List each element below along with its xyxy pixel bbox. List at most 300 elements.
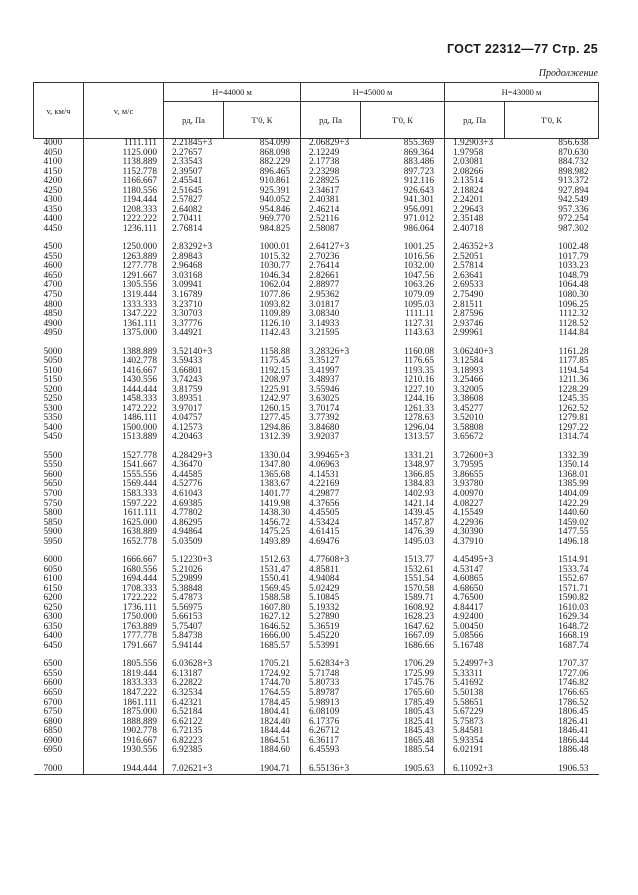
table-cell: 3.77392 xyxy=(301,414,361,424)
table-cell: 1495.03 xyxy=(403,536,434,547)
table-cell: 1745.76 xyxy=(403,678,434,689)
table-cell: 4600 xyxy=(43,261,63,272)
table-cell: 1861.111 xyxy=(84,699,164,709)
table-cell: 3.72600+3 xyxy=(445,452,505,462)
table-cell: 1627.12 xyxy=(259,612,290,623)
table-cell: 1128.52 xyxy=(558,318,589,329)
table-cell: 1875.000 xyxy=(84,708,164,718)
table-cell: 3.18993 xyxy=(445,367,505,377)
table-cell: 5.71748 xyxy=(301,670,361,680)
table-cell: 1080.30 xyxy=(558,290,589,300)
table-cell: 1847.222 xyxy=(84,689,164,699)
table-cell: 3.06240+3 xyxy=(445,348,505,358)
table-cell: 1805.43 xyxy=(403,707,434,718)
table-cell: 1833.333 xyxy=(84,679,164,689)
table-cell: 1365.68 xyxy=(259,469,290,480)
table-cell: 1791.667 xyxy=(84,642,164,652)
table-cell: 1048.79 xyxy=(558,270,589,281)
table-cell: 1331.21 xyxy=(403,450,434,461)
table-cell: 1228.29 xyxy=(558,384,589,395)
table-cell: 1245.35 xyxy=(558,394,589,405)
table-cell: 2.82661 xyxy=(301,272,361,282)
table-cell: 2.51645 xyxy=(164,187,224,197)
table-cell: 1708.333 xyxy=(84,585,164,595)
table-cell: 3.44921 xyxy=(164,329,224,339)
table-cell: 1826.41 xyxy=(558,716,589,727)
table-cell: 1694.444 xyxy=(84,575,164,585)
table-cell: 1551.54 xyxy=(403,574,434,585)
table-cell: 2.08266 xyxy=(445,168,505,178)
table-cell: 6700 xyxy=(43,697,63,708)
table-cell: 6.62122 xyxy=(164,718,224,728)
col-v-kmh: v, км/ч xyxy=(34,83,84,139)
table-cell: 2.76414 xyxy=(301,262,361,272)
table-cell: 2.64082 xyxy=(164,206,224,216)
table-cell: 1888.889 xyxy=(84,718,164,728)
col-h1: H=44000 м xyxy=(164,83,301,102)
table-row xyxy=(34,746,599,756)
table-cell: 6750 xyxy=(43,707,63,718)
table-cell: 913.372 xyxy=(558,176,589,187)
table-cell: 1552.67 xyxy=(558,574,589,585)
table-cell: 1263.889 xyxy=(84,253,164,263)
table-cell: 2.27657 xyxy=(164,149,224,159)
table-cell: 1514.91 xyxy=(558,555,589,566)
table-cell: 1569.45 xyxy=(259,583,290,594)
table-cell: 1705.21 xyxy=(259,659,290,670)
table-cell: 4.94864 xyxy=(164,528,224,538)
table-cell: 1666.00 xyxy=(259,631,290,642)
table-cell: 957.336 xyxy=(558,204,589,215)
table-cell: 5.75407 xyxy=(164,623,224,633)
table-cell: 1361.111 xyxy=(84,320,164,330)
col-v-ms: v, м/с xyxy=(84,83,164,139)
table-cell: 2.58087 xyxy=(301,225,361,235)
table-cell: 1063.26 xyxy=(403,280,434,291)
table-cell: 1161.28 xyxy=(558,346,589,357)
table-cell: 1175.45 xyxy=(260,356,290,367)
table-cell: 1930.556 xyxy=(84,746,164,756)
table-cell: 2.28925 xyxy=(301,177,361,187)
table-cell: 5.56975 xyxy=(164,604,224,614)
table-cell: 3.48937 xyxy=(301,376,361,386)
table-cell: 1077.86 xyxy=(259,290,290,300)
table-cell: 954.846 xyxy=(259,204,290,215)
table-cell: 2.40381 xyxy=(301,196,361,206)
table-cell: 2.03081 xyxy=(445,158,505,168)
table-cell: 1666.667 xyxy=(84,556,164,566)
table-cell: 1477.55 xyxy=(558,527,589,538)
table-cell: 1629.34 xyxy=(558,612,589,623)
table-cell: 1550.41 xyxy=(259,574,290,585)
col-pd-2: pд, Па xyxy=(301,102,361,139)
table-cell: 2.21845+3 xyxy=(164,139,224,149)
table-cell: 6350 xyxy=(43,621,63,632)
table-cell: 1419.98 xyxy=(259,498,290,509)
table-cell: 1486.111 xyxy=(84,414,164,424)
table-body xyxy=(34,139,599,775)
table-cell: 4.53147 xyxy=(445,566,505,576)
table-cell: 1476.39 xyxy=(403,527,434,538)
table-cell: 1885.54 xyxy=(403,745,434,756)
table-cell: 6.13187 xyxy=(164,670,224,680)
table-cell: 2.83292+3 xyxy=(164,243,224,253)
table-cell: 4.22936 xyxy=(445,519,505,529)
table-cell: 5150 xyxy=(43,375,63,386)
table-cell: 1765.60 xyxy=(403,687,434,698)
table-cell: 1079.09 xyxy=(403,290,434,300)
table-cell: 1571.71 xyxy=(558,583,589,594)
table-cell: 1296.04 xyxy=(403,422,434,433)
table-cell: 5.58651 xyxy=(445,699,505,709)
table-cell: 1589.71 xyxy=(403,593,434,604)
table-cell: 1142.43 xyxy=(260,328,290,339)
table-cell: 6.32534 xyxy=(164,689,224,699)
table-cell: 1824.40 xyxy=(259,716,290,727)
table-cell: 2.89843 xyxy=(164,253,224,263)
table-cell: 5.84738 xyxy=(164,632,224,642)
table-cell: 3.41997 xyxy=(301,367,361,377)
table-cell: 2.76814 xyxy=(164,225,224,235)
table-cell: 3.28326+3 xyxy=(301,348,361,358)
table-cell: 1227.10 xyxy=(403,384,434,395)
table-cell: 1904.71 xyxy=(259,763,290,774)
table-cell: 1905.63 xyxy=(403,763,434,774)
table-cell: 1652.778 xyxy=(84,538,164,548)
table-cell: 5200 xyxy=(43,384,63,395)
table-cell: 4.08227 xyxy=(445,500,505,510)
table-cell: 6950 xyxy=(43,745,63,756)
table-cell: 5250 xyxy=(43,394,63,405)
table-cell: 1590.82 xyxy=(558,593,589,604)
table-cell: 941.301 xyxy=(403,195,434,206)
table-cell: 1277.45 xyxy=(259,413,290,424)
table-cell: 1388.889 xyxy=(84,348,164,358)
table-cell: 4.06963 xyxy=(301,461,361,471)
table-cell: 5.19332 xyxy=(301,604,361,614)
table-cell: 1784.45 xyxy=(259,697,290,708)
table-cell: 4650 xyxy=(43,270,63,281)
table-cell: 984.825 xyxy=(259,223,290,234)
table-cell: 6.26712 xyxy=(301,727,361,737)
col-h3: H=43000 м xyxy=(445,83,599,102)
table-cell: 5.45220 xyxy=(301,632,361,642)
table-cell: 1262.52 xyxy=(558,403,589,414)
table-cell: 5.84581 xyxy=(445,727,505,737)
table-cell: 2.45541 xyxy=(164,177,224,187)
table-cell: 4300 xyxy=(43,195,63,206)
table-cell: 1680.556 xyxy=(84,566,164,576)
table-cell: 4150 xyxy=(43,166,63,177)
table-cell: 1194.444 xyxy=(84,196,164,206)
table-cell: 971.012 xyxy=(403,214,434,225)
table-cell: 3.52010 xyxy=(445,414,505,424)
table-cell: 4500 xyxy=(43,242,63,253)
table-cell: 2.29643 xyxy=(445,206,505,216)
table-cell: 4250 xyxy=(43,185,63,196)
table-cell: 5.00450 xyxy=(445,623,505,633)
table-cell: 2.46214 xyxy=(301,206,361,216)
table-cell: 897.723 xyxy=(403,166,434,177)
table-cell: 1017.79 xyxy=(558,251,589,262)
table-cell: 4200 xyxy=(43,176,63,187)
table-cell: 4950 xyxy=(43,328,63,339)
table-cell: 1570.58 xyxy=(403,583,434,594)
table-cell: 4.37910 xyxy=(445,538,505,548)
table-cell: 6100 xyxy=(43,574,63,585)
table-cell: 1531.47 xyxy=(259,564,290,575)
table-cell: 4.04757 xyxy=(164,414,224,424)
table-cell: 5700 xyxy=(43,488,63,499)
table-cell: 1319.444 xyxy=(84,291,164,301)
table-cell: 1527.778 xyxy=(84,452,164,462)
table-cell: 5.38848 xyxy=(164,585,224,595)
table-cell: 896.465 xyxy=(259,166,290,177)
table-cell: 3.74243 xyxy=(164,376,224,386)
table-cell: 1864.51 xyxy=(259,735,290,746)
table-cell: 3.16789 xyxy=(164,291,224,301)
table-cell: 4.92400 xyxy=(445,613,505,623)
table-cell: 942.549 xyxy=(558,195,589,206)
table-cell: 870.630 xyxy=(558,147,589,158)
table-cell: 1439.45 xyxy=(403,508,434,519)
table-cell: 986.064 xyxy=(403,223,434,234)
table-cell: 4.30390 xyxy=(445,528,505,538)
table-cell: 5950 xyxy=(43,536,63,547)
table-cell: 1093.82 xyxy=(259,299,290,310)
table-cell: 2.17738 xyxy=(301,158,361,168)
table-cell: 1332.39 xyxy=(558,450,589,461)
table-cell: 4.76500 xyxy=(445,594,505,604)
table-cell: 2.63641 xyxy=(445,272,505,282)
table-cell: 4.61415 xyxy=(301,528,361,538)
table-cell: 5.66153 xyxy=(164,613,224,623)
table-cell: 3.23710 xyxy=(164,301,224,311)
table-cell: 1533.74 xyxy=(558,564,589,575)
table-cell: 4000 xyxy=(43,138,63,148)
table-cell: 2.40718 xyxy=(445,225,505,235)
table-cell: 856.638 xyxy=(558,138,589,148)
table-cell: 5.08566 xyxy=(445,632,505,642)
table-cell: 5.27890 xyxy=(301,613,361,623)
table-cell: 5.36519 xyxy=(301,623,361,633)
table-row xyxy=(34,765,599,775)
table-cell: 1313.57 xyxy=(403,432,434,443)
table-cell: 2.35148 xyxy=(445,215,505,225)
table-cell: 3.63025 xyxy=(301,395,361,405)
table-cell: 6150 xyxy=(43,583,63,594)
table-cell: 4.45495+3 xyxy=(445,556,505,566)
table-cell: 3.70174 xyxy=(301,405,361,415)
table-cell: 1144.84 xyxy=(558,328,589,339)
table-cell: 1625.000 xyxy=(84,519,164,529)
table-cell: 1569.444 xyxy=(84,480,164,490)
table-cell: 2.12249 xyxy=(301,149,361,159)
table-cell: 3.97017 xyxy=(164,405,224,415)
table-cell: 1844.44 xyxy=(259,726,290,737)
table-cell: 5.21026 xyxy=(164,566,224,576)
table-cell: 1785.49 xyxy=(403,697,434,708)
table-cell: 3.12584 xyxy=(445,357,505,367)
table-cell: 2.06829+3 xyxy=(301,139,361,149)
table-cell: 3.55946 xyxy=(301,386,361,396)
table-cell: 1225.91 xyxy=(259,384,290,395)
table-cell: 926.643 xyxy=(403,185,434,196)
table-cell: 1583.333 xyxy=(84,490,164,500)
table-cell: 3.58808 xyxy=(445,424,505,434)
table-cell: 4.15549 xyxy=(445,509,505,519)
table-cell: 1766.65 xyxy=(558,687,589,698)
table-cell: 1608.92 xyxy=(403,602,434,613)
table-cell: 1368.01 xyxy=(558,469,589,480)
table-cell: 1804.41 xyxy=(259,707,290,718)
table-cell: 2.93746 xyxy=(445,320,505,330)
table-cell: 5800 xyxy=(43,508,63,519)
table-cell: 6.72135 xyxy=(164,727,224,737)
col-t0-1: T'0, К xyxy=(224,102,301,139)
table-cell: 6450 xyxy=(43,640,63,651)
table-cell: 1555.556 xyxy=(84,471,164,481)
table-cell: 3.01817 xyxy=(301,301,361,311)
table-cell: 1143.63 xyxy=(404,328,434,339)
table-cell: 3.92037 xyxy=(301,433,361,443)
table-cell: 1744.70 xyxy=(259,678,290,689)
table-cell: 1016.56 xyxy=(403,251,434,262)
table-cell: 940.052 xyxy=(259,195,290,206)
table-cell: 6050 xyxy=(43,564,63,575)
table-cell: 1109.89 xyxy=(260,309,290,320)
table-cell: 1250.000 xyxy=(84,243,164,253)
table-cell: 6.02191 xyxy=(445,746,505,756)
table-cell: 1746.82 xyxy=(558,678,589,689)
table-cell: 4.12573 xyxy=(164,424,224,434)
table-cell: 1416.667 xyxy=(84,367,164,377)
table-cell: 6600 xyxy=(43,678,63,689)
table-cell: 1786.52 xyxy=(558,697,589,708)
table-cell: 1385.99 xyxy=(558,479,589,490)
table-cell: 855.369 xyxy=(403,138,434,148)
table-cell: 3.09941 xyxy=(164,281,224,291)
table-cell: 3.59433 xyxy=(164,357,224,367)
table-cell: 1348.97 xyxy=(403,460,434,471)
table-cell: 1350.14 xyxy=(558,460,589,471)
table-cell: 3.99465+3 xyxy=(301,452,361,462)
table-cell: 1725.99 xyxy=(403,668,434,679)
table-cell: 956.091 xyxy=(403,204,434,215)
table-cell: 1192.15 xyxy=(260,365,290,376)
table-cell: 1236.111 xyxy=(84,225,164,235)
table-cell: 1015.32 xyxy=(259,251,290,262)
table-cell: 6000 xyxy=(43,555,63,566)
table-cell: 4450 xyxy=(43,223,63,234)
table-cell: 1047.56 xyxy=(403,270,434,281)
table-cell: 3.21595 xyxy=(301,329,361,339)
table-cell: 1648.72 xyxy=(558,621,589,632)
table-cell: 1916.667 xyxy=(84,737,164,747)
table-row xyxy=(34,433,599,443)
table-cell: 5.80733 xyxy=(301,679,361,689)
table-cell: 6250 xyxy=(43,602,63,613)
table-cell: 3.93780 xyxy=(445,480,505,490)
table-cell: 4050 xyxy=(43,147,63,158)
table-cell: 1685.57 xyxy=(259,640,290,651)
table-cell: 6.92385 xyxy=(164,746,224,756)
table-row xyxy=(34,329,599,339)
table-cell: 1278.63 xyxy=(403,413,434,424)
table-cell: 1138.889 xyxy=(84,158,164,168)
table-cell: 4750 xyxy=(43,290,63,300)
col-t0-2: T'0, К xyxy=(361,102,445,139)
table-cell: 1402.93 xyxy=(403,488,434,499)
table-cell: 4.86295 xyxy=(164,519,224,529)
table-cell: 1176.65 xyxy=(404,356,434,367)
table-cell: 5.75873 xyxy=(445,718,505,728)
table-cell: 1222.222 xyxy=(84,215,164,225)
table-cell: 1279.81 xyxy=(558,413,589,424)
table-cell: 1210.16 xyxy=(403,375,434,386)
table-cell: 869.364 xyxy=(403,147,434,158)
table-cell: 6.17376 xyxy=(301,718,361,728)
table-cell: 2.13514 xyxy=(445,177,505,187)
table-cell: 1440.60 xyxy=(558,508,589,519)
table-cell: 1095.03 xyxy=(403,299,434,310)
table-cell: 882.229 xyxy=(259,157,290,168)
table-cell: 1806.45 xyxy=(558,707,589,718)
table-cell: 2.95362 xyxy=(301,291,361,301)
table-cell: 2.23298 xyxy=(301,168,361,178)
table-cell: 4.61043 xyxy=(164,490,224,500)
table-cell: 4.22169 xyxy=(301,480,361,490)
table-cell: 972.254 xyxy=(558,214,589,225)
table-cell: 4.52776 xyxy=(164,480,224,490)
table-cell: 7000 xyxy=(43,763,63,774)
table-cell: 4350 xyxy=(43,204,63,215)
table-cell: 1096.25 xyxy=(558,299,589,310)
table-cell: 1944.444 xyxy=(84,765,164,775)
table-cell: 1825.41 xyxy=(403,716,434,727)
table-cell: 1.97958 xyxy=(445,149,505,159)
table-cell: 1180.556 xyxy=(84,187,164,197)
table-cell: 5.33311 xyxy=(445,670,505,680)
table-cell: 4.00970 xyxy=(445,490,505,500)
table-cell: 5.53991 xyxy=(301,642,361,652)
table-cell: 1030.77 xyxy=(259,261,290,272)
col-t0-3: T'0, К xyxy=(505,102,599,139)
table-cell: 6200 xyxy=(43,593,63,604)
table-cell: 1667.09 xyxy=(403,631,434,642)
table-cell: 1541.667 xyxy=(84,461,164,471)
table-cell: 1722.222 xyxy=(84,594,164,604)
table-cell: 1459.02 xyxy=(558,517,589,528)
table-cell: 6.82223 xyxy=(164,737,224,747)
table-cell: 1532.61 xyxy=(403,564,434,575)
table-cell: 2.18824 xyxy=(445,187,505,197)
table-cell: 1242.97 xyxy=(259,394,290,405)
table-cell: 1375.000 xyxy=(84,329,164,339)
table-cell: 1152.778 xyxy=(84,168,164,178)
table-cell: 1866.44 xyxy=(558,735,589,746)
table-cell: 1457.87 xyxy=(403,517,434,528)
table-cell: 868.098 xyxy=(259,147,290,158)
table-cell: 5.16748 xyxy=(445,642,505,652)
table-cell: 2.57827 xyxy=(164,196,224,206)
table-cell: 6650 xyxy=(43,687,63,698)
table-cell: 1846.41 xyxy=(558,726,589,737)
table-cell: 3.25466 xyxy=(445,376,505,386)
table-cell: 3.45277 xyxy=(445,405,505,415)
table-cell: 1430.556 xyxy=(84,376,164,386)
table-cell: 1777.778 xyxy=(84,632,164,642)
